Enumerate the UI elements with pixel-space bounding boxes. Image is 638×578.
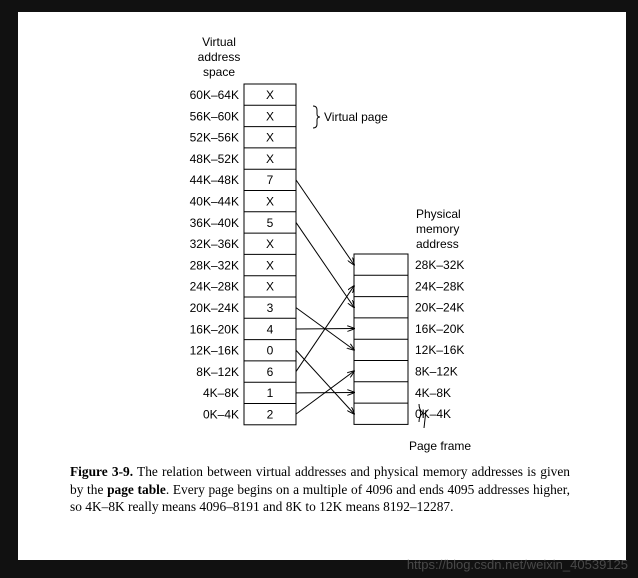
- virtual-page-label: Virtual page: [324, 110, 388, 124]
- virtual-range-label: 60K–64K: [189, 88, 239, 102]
- virtual-page-table: [190, 84, 296, 425]
- physical-frame-label: 28K–32K: [415, 258, 465, 272]
- virtual-page-entry: 1: [266, 386, 274, 401]
- virtual-range-label: 40K–44K: [189, 194, 239, 209]
- physical-frame-label: 16K–20K: [415, 321, 465, 336]
- virtual-range-label: 48K–52K: [189, 151, 239, 166]
- virtual-page-brace: [313, 106, 320, 128]
- virtual-heading-line: Virtual: [202, 35, 236, 49]
- physical-frame-label: 4K–8K: [415, 385, 452, 400]
- virtual-page-entry: X: [265, 130, 275, 145]
- virtual-page-entry: 4: [266, 322, 274, 337]
- virtual-range-label: 32K–36K: [189, 237, 239, 252]
- virtual-range-label: 56K–60K: [189, 109, 239, 124]
- virtual-heading-line: space: [202, 65, 236, 79]
- caption-text-2: . Every page begins on a multiple of 4096 and ends 4095 addresses higher, so 4K–8K really means 4096–8191 and 8K to 12K means 8192–12287.: [70, 481, 570, 514]
- mapping-arrow: [296, 180, 354, 265]
- watermark: https://blog.csdn.net/weixin_40539125: [406, 557, 628, 572]
- physical-frame-label: 12K–16K: [415, 343, 465, 358]
- physical-frame-label: 24K–28K: [415, 279, 465, 294]
- mapping-arrows: [296, 180, 354, 414]
- physical-frame-label: 0K–4K: [415, 407, 452, 422]
- virtual-page-entry: X: [265, 258, 275, 273]
- virtual-range-label: 24K–28K: [189, 279, 239, 294]
- caption-page-table-term: page table: [107, 481, 166, 497]
- physical-heading-line: memory: [416, 222, 460, 236]
- figure-caption: [70, 463, 570, 516]
- virtual-range-label: 28K–32K: [189, 258, 239, 273]
- virtual-range-label: 12K–16K: [189, 343, 239, 358]
- virtual-range-label: 0K–4K: [202, 407, 239, 422]
- virtual-page-entry: X: [265, 88, 275, 102]
- caption-text-1: The relation between virtual addresses and physical memory addresses is given by the: [70, 464, 570, 497]
- virtual-page-entry: 3: [266, 301, 274, 315]
- figure-number: Figure 3-9.: [70, 464, 134, 479]
- virtual-page-entry: 0: [266, 343, 274, 358]
- virtual-page-entry: 7: [266, 173, 274, 188]
- virtual-range-label: 36K–40K: [189, 215, 239, 230]
- physical-heading-line: address: [416, 237, 459, 251]
- virtual-page-entry: 6: [266, 364, 274, 379]
- virtual-page-entry: X: [265, 194, 275, 209]
- physical-heading-line: Physical: [416, 207, 461, 221]
- physical-frame-label: 8K–12K: [415, 364, 458, 379]
- virtual-range-label: 52K–56K: [189, 130, 239, 145]
- virtual-page-entry: 5: [266, 215, 274, 230]
- mapping-arrow: [296, 350, 354, 414]
- virtual-page-entry: X: [265, 151, 275, 166]
- virtual-page-entry: X: [265, 237, 275, 252]
- virtual-range-label: 4K–8K: [202, 386, 239, 401]
- page-frame-label: Page frame: [409, 439, 472, 453]
- virtual-range-label: 20K–24K: [189, 301, 239, 315]
- mapping-arrow: [296, 222, 354, 307]
- physical-memory-address-heading: [416, 207, 461, 251]
- virtual-heading-line: address: [197, 50, 241, 64]
- physical-frame-table: [354, 254, 464, 424]
- virtual-address-space-heading: [198, 35, 241, 79]
- virtual-page-entry: X: [265, 109, 275, 124]
- virtual-page-entry: X: [265, 279, 275, 294]
- virtual-range-label: 16K–20K: [189, 322, 239, 337]
- virtual-range-label: 44K–48K: [189, 173, 239, 188]
- virtual-range-label: 8K–12K: [196, 364, 239, 379]
- physical-frame-label: 20K–24K: [415, 300, 465, 315]
- virtual-page-entry: 2: [266, 407, 274, 422]
